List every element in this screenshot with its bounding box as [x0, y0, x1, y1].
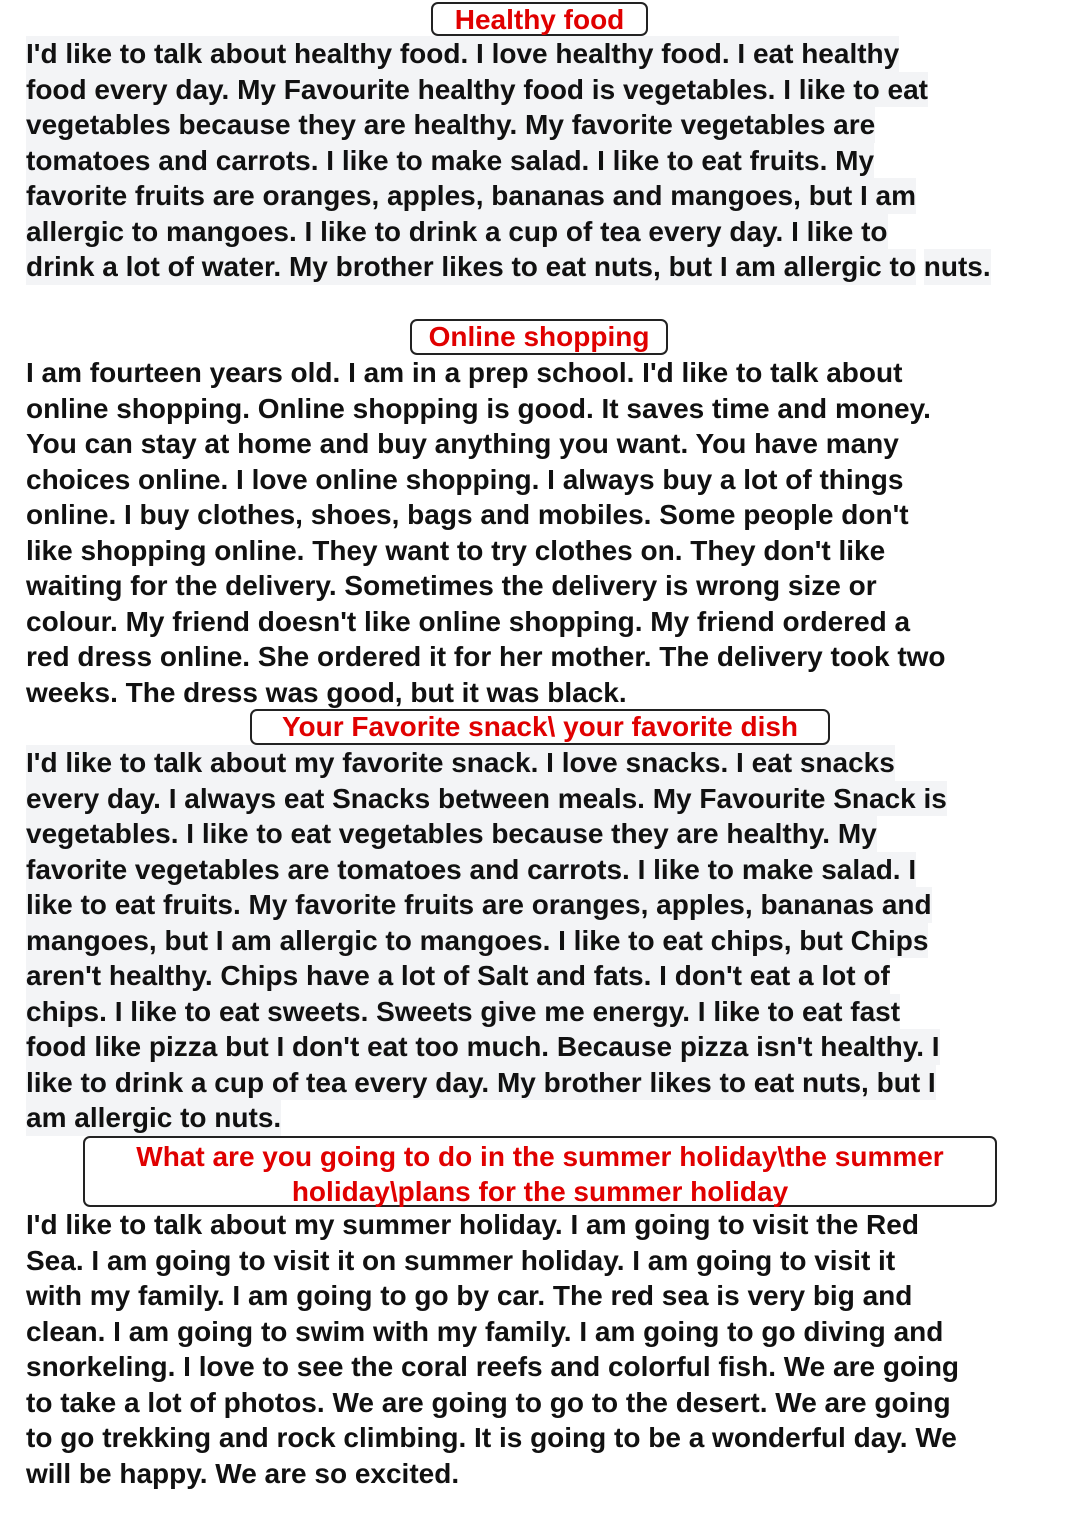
text-line: online shopping. Online shopping is good. It saves time and money.: [26, 392, 931, 424]
text-line: like to eat fruits. My favorite fruits are oranges, apples, bananas and: [26, 887, 932, 923]
text-line: like shopping online. They want to try clothes on. They don't like: [26, 534, 886, 566]
text-line: vegetables because they are healthy. My favorite vegetables are: [26, 107, 875, 143]
text-line: favorite vegetables are tomatoes and carrots. I like to make salad. I: [26, 852, 916, 888]
text-line: choices online. I love online shopping. I always buy a lot of things: [26, 463, 904, 495]
text-line: will be happy. We are so excited.: [26, 1457, 460, 1489]
text-line: I am fourteen years old. I am in a prep school. I'd like to talk about: [26, 357, 903, 388]
text-line: waiting for the delivery. Sometimes the delivery is wrong size or: [26, 570, 877, 601]
text-line: every day. I always eat Snacks between meals. My Favourite Snack is: [26, 781, 947, 817]
text-line: food like pizza but I don't eat too much. Because pizza isn't healthy. I: [26, 1029, 940, 1065]
text-line: food every day. My Favourite healthy food is vegetables. I like to eat: [26, 72, 928, 108]
section-title-online-shopping: Online shopping: [410, 319, 668, 355]
text-line: I'd like to talk about my favorite snack. I love snacks. I eat snacks: [26, 745, 895, 781]
text-line: clean. I am going to swim with my family. I am going to go diving and: [26, 1315, 944, 1347]
section-title-summer-holiday: [83, 1136, 997, 1207]
text-line: I'd like to talk about my summer holiday. I am going to visit the Red: [26, 1209, 919, 1240]
text-line: with my family. I am going to go by car. The red sea is very big and: [26, 1280, 913, 1311]
text-line: to go trekking and rock climbing. It is going to be a wonderful day. We: [26, 1422, 957, 1453]
section-body-healthy-food: [26, 36, 1080, 285]
text-line: Sea. I am going to visit it on summer holiday. I am going to visit it: [26, 1244, 896, 1276]
text-line: chips. I like to eat sweets. Sweets give me energy. I like to eat fast: [26, 994, 900, 1030]
text-line: snorkeling. I love to see the coral reefs and colorful fish. We are going: [26, 1351, 960, 1382]
text-line: vegetables. I like to eat vegetables because they are healthy. My: [26, 816, 877, 852]
section-title-favorite-snack: Your Favorite snack\ your favorite dish: [250, 709, 830, 745]
title-line: What are you going to do in the summer holiday\the summer: [136, 1141, 944, 1172]
section-body-summer-holiday: [26, 1207, 959, 1491]
text-line: drink a lot of water. My brother likes to eat nuts, but I am allergic to: [26, 249, 916, 285]
text-line: favorite fruits are oranges, apples, bananas and mangoes, but I am: [26, 178, 916, 214]
text-line: aren't healthy. Chips have a lot of Salt and fats. I don't eat a lot of: [26, 958, 890, 994]
text-line: colour. My friend doesn't like online shopping. My friend ordered a: [26, 605, 911, 637]
text-line: to take a lot of photos. We are going to go to the desert. We are going: [26, 1386, 951, 1418]
text-line: mangoes, but I am allergic to mangoes. I like to eat chips, but Chips: [26, 923, 928, 959]
text-line: You can stay at home and buy anything you want. You have many: [26, 428, 899, 459]
text-line: weeks. The dress was good, but it was black.: [26, 676, 627, 708]
section-body-favorite-snack: [26, 745, 1080, 1136]
text-line: am allergic to nuts.: [26, 1100, 281, 1136]
text-line: like to drink a cup of tea every day. My brother likes to eat nuts, but I: [26, 1065, 936, 1101]
text-line: online. I buy clothes, shoes, bags and mobiles. Some people don't: [26, 499, 909, 530]
text-line: I'd like to talk about healthy food. I love healthy food. I eat healthy: [26, 36, 899, 72]
title-line: holiday\plans for the summer holiday: [291, 1176, 789, 1207]
text-line: red dress online. She ordered it for her mother. The delivery took two: [26, 641, 946, 672]
text-line: tomatoes and carrots. I like to make salad. I like to eat fruits. My: [26, 143, 874, 179]
text-line: nuts.: [924, 249, 991, 285]
section-body-online-shopping: [26, 355, 946, 710]
text-line: allergic to mangoes. I like to drink a cup of tea every day. I like to: [26, 214, 888, 250]
section-title-healthy-food: Healthy food: [431, 2, 648, 36]
